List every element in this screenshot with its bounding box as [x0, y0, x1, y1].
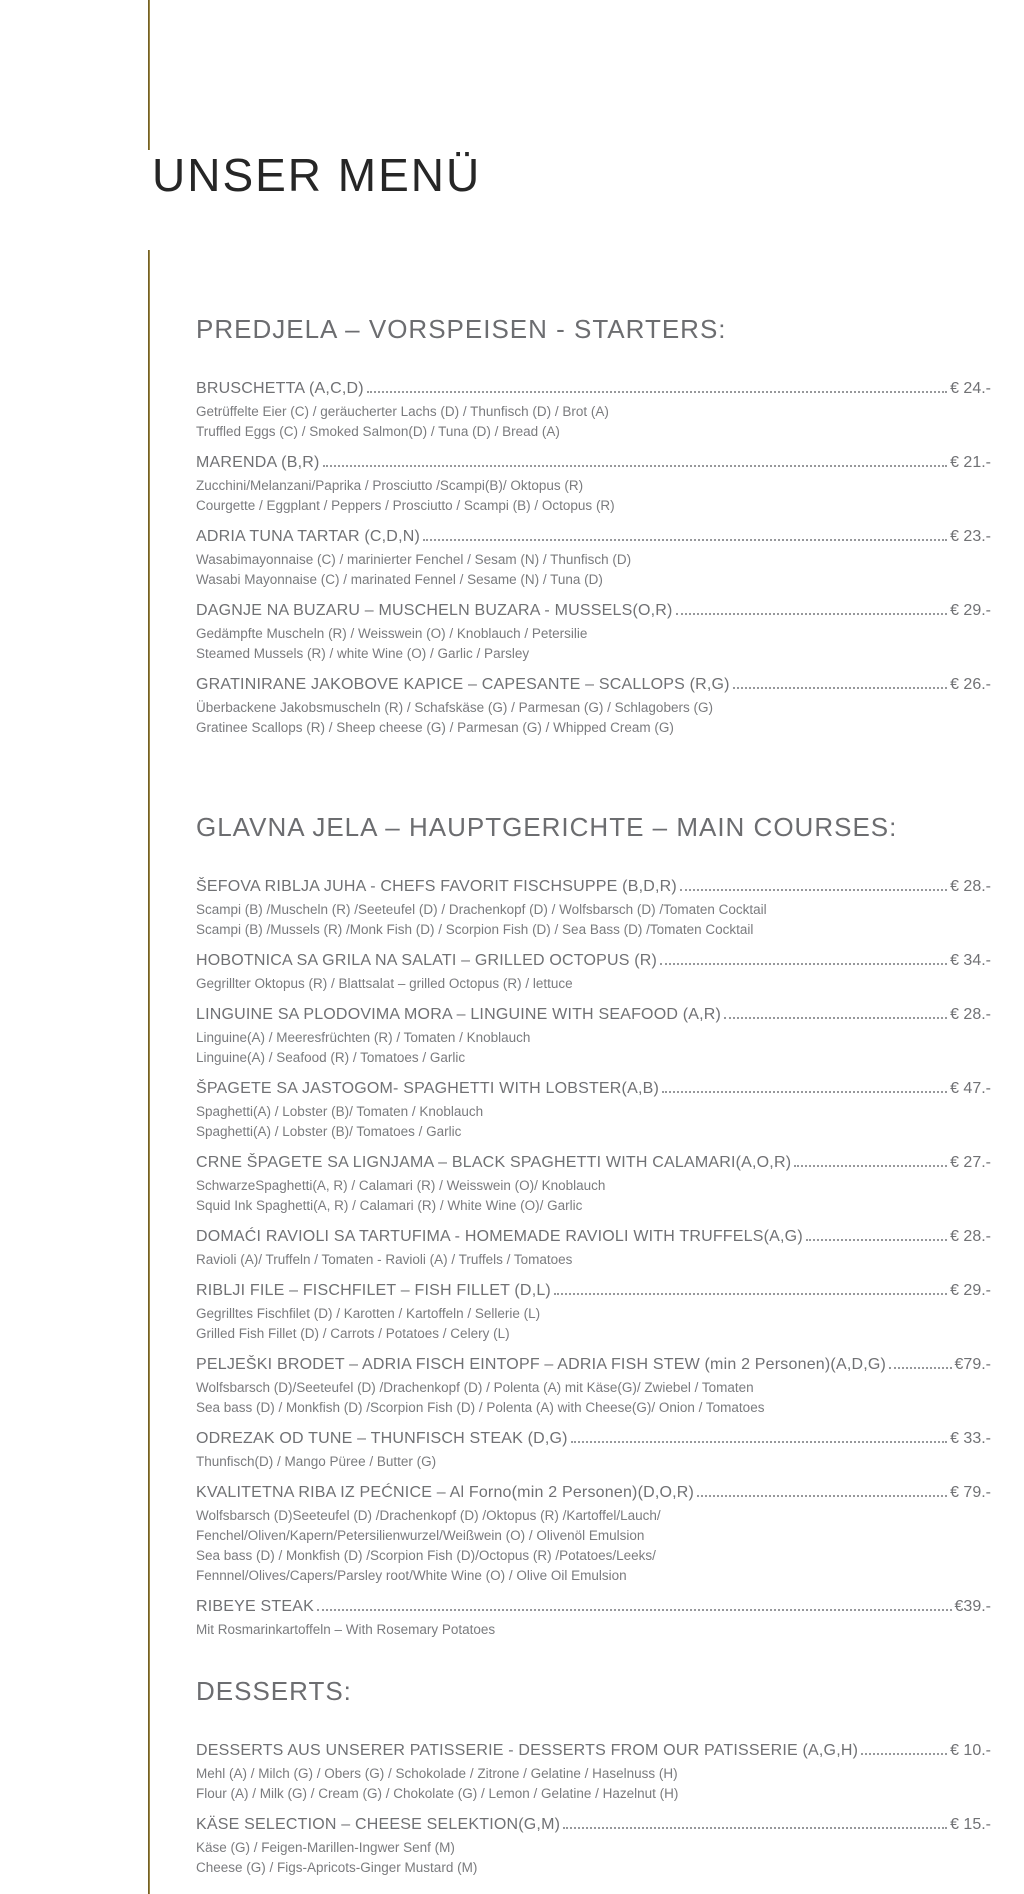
dot-leader	[733, 685, 947, 689]
item-name: LINGUINE SA PLODOVIMA MORA – LINGUINE WITH SEAFOOD (A,R)	[196, 1006, 722, 1023]
menu-section	[196, 1674, 991, 1878]
item-name: KÄSE SELECTION – CHEESE SELEKTION(G,M)	[196, 1816, 561, 1833]
menu-item	[196, 1594, 991, 1640]
dot-leader	[660, 961, 947, 965]
menu-section	[196, 810, 991, 1640]
item-title-row	[196, 1278, 991, 1304]
item-price: € 27.-	[950, 1154, 991, 1171]
item-title-row	[196, 1812, 991, 1838]
item-title-row	[196, 1480, 991, 1506]
left-rule-top	[148, 0, 150, 150]
item-price: € 28.-	[950, 878, 991, 895]
item-price: € 10.-	[950, 1742, 991, 1759]
item-description-line: Sea bass (D) / Monkfish (D) /Scorpion Fish (D)/Octopus (R) /Potatoes/Leeks/	[196, 1548, 656, 1563]
item-description-line: Spaghetti(A) / Lobster (B)/ Tomatoes / Garlic	[196, 1124, 462, 1139]
menu-item	[196, 1224, 991, 1270]
item-name: DAGNJE NA BUZARU – MUSCHELN BUZARA - MUSSELS(O,R)	[196, 602, 673, 619]
item-title-row	[196, 948, 991, 974]
menu-item	[196, 1352, 991, 1418]
item-title-row	[196, 598, 991, 624]
item-price: € 28.-	[950, 1228, 991, 1245]
item-title-row	[196, 1594, 991, 1620]
item-description-line: Squid Ink Spaghetti(A, R) / Calamari (R) / White Wine (O)/ Garlic	[196, 1198, 583, 1213]
item-price: €39.-	[954, 1598, 991, 1615]
menu-item	[196, 524, 991, 590]
item-name: MARENDA (B,R)	[196, 454, 320, 471]
menu-item	[196, 948, 991, 994]
item-price: € 29.-	[950, 602, 991, 619]
item-description-line: Überbackene Jakobsmuscheln (R) / Schafskäse (G) / Parmesan (G) / Schlagobers (G)	[196, 700, 713, 715]
item-price: € 23.-	[950, 528, 991, 545]
item-name: ODREZAK OD TUNE – THUNFISCH STEAK (D,G)	[196, 1430, 568, 1447]
item-description-line: Linguine(A) / Meeresfrüchten (R) / Tomaten / Knoblauch	[196, 1030, 531, 1045]
menu-item	[196, 672, 991, 738]
item-description-line: Spaghetti(A) / Lobster (B)/ Tomaten / Knoblauch	[196, 1104, 484, 1119]
item-description-line: Ravioli (A)/ Truffeln / Tomaten - Ravioli (A) / Truffels / Tomatoes	[196, 1252, 573, 1267]
dot-leader	[662, 1089, 947, 1093]
menu-item	[196, 1738, 991, 1804]
item-price: € 33.-	[950, 1430, 991, 1447]
dot-leader	[367, 389, 947, 393]
item-name: DOMAĆI RAVIOLI SA TARTUFIMA - HOMEMADE RAVIOLI WITH TRUFFELS(A,G)	[196, 1228, 803, 1245]
item-price: € 79.-	[950, 1484, 991, 1501]
menu-item	[196, 1426, 991, 1472]
item-name: ŠEFOVA RIBLJA JUHA - CHEFS FAVORIT FISCHSUPPE (B,D,R)	[196, 878, 677, 895]
item-price: €79.-	[954, 1356, 991, 1373]
menu-item	[196, 1002, 991, 1068]
left-rule	[148, 250, 150, 1894]
item-title-row	[196, 450, 991, 476]
item-description-line: Cheese (G) / Figs-Apricots-Ginger Mustard (M)	[196, 1860, 478, 1875]
item-description-line: Wolfsbarsch (D)Seeteufel (D) /Drachenkopf (D) /Oktopus (R) /Kartoffel/Lauch/	[196, 1508, 661, 1523]
item-description-line: Gratinee Scallops (R) / Sheep cheese (G) / Parmesan (G) / Whipped Cream (G)	[196, 720, 674, 735]
item-name: RIBEYE STEAK	[196, 1598, 314, 1615]
section-header: PREDJELA – VORSPEISEN - STARTERS:	[196, 314, 727, 344]
item-price: € 26.-	[950, 676, 991, 693]
dot-leader	[697, 1493, 947, 1497]
dot-leader	[794, 1163, 947, 1167]
dot-leader	[571, 1439, 947, 1443]
item-description-line: Wolfsbarsch (D)/Seeteufel (D) /Drachenkopf (D) / Polenta (A) mit Käse(G)/ Zwiebel / Tomaten	[196, 1380, 754, 1395]
item-description-line: Steamed Mussels (R) / white Wine (O) / Garlic / Parsley	[196, 646, 530, 661]
dot-leader	[676, 611, 948, 615]
item-description-line: Käse (G) / Feigen-Marillen-Ingwer Senf (M)	[196, 1840, 455, 1855]
dot-leader	[861, 1751, 947, 1755]
dot-leader	[724, 1015, 947, 1019]
menu-item	[196, 874, 991, 940]
item-name: KVALITETNA RIBA IZ PEĆNICE – Al Forno(min 2 Personen)(D,O,R)	[196, 1484, 695, 1501]
menu-item	[196, 1812, 991, 1878]
item-description-line: Scampi (B) /Muscheln (R) /Seeteufel (D) / Drachenkopf (D) / Wolfsbarsch (D) /Tomaten Cocktail	[196, 902, 767, 917]
menu-item	[196, 1150, 991, 1216]
item-description-line: Gedämpfte Muscheln (R) / Weisswein (O) / Knoblauch / Petersilie	[196, 626, 588, 641]
item-name: PELJEŠKI BRODET – ADRIA FISCH EINTOPF – ADRIA FISH STEW (min 2 Personen)(A,D,G)	[196, 1356, 887, 1373]
item-description-line: Courgette / Eggplant / Peppers / Prosciutto / Scampi (B) / Octopus (R)	[196, 498, 615, 513]
item-description-line: Sea bass (D) / Monkfish (D) /Scorpion Fish (D) / Polenta (A) with Cheese(G)/ Onion / Tomatoes	[196, 1400, 765, 1415]
item-price: € 34.-	[950, 952, 991, 969]
menu-title: UNSER MENÜ	[152, 149, 482, 201]
dot-leader	[563, 1825, 947, 1829]
item-title-row	[196, 874, 991, 900]
item-price: € 47.-	[950, 1080, 991, 1097]
item-name: BRUSCHETTA (A,C,D)	[196, 380, 364, 397]
menu-item	[196, 1480, 991, 1586]
item-title-row	[196, 1738, 991, 1764]
dot-leader	[806, 1237, 947, 1241]
menu-content	[196, 312, 991, 1886]
menu-item	[196, 1278, 991, 1344]
item-price: € 29.-	[950, 1282, 991, 1299]
item-description-line: Zucchini/Melanzani/Paprika / Prosciutto /Scampi(B)/ Oktopus (R)	[196, 478, 584, 493]
item-description-line: Gegrillter Oktopus (R) / Blattsalat – grilled Octopus (R) / lettuce	[196, 976, 573, 991]
item-name: GRATINIRANE JAKOBOVE KAPICE – CAPESANTE – SCALLOPS (R,G)	[196, 676, 730, 693]
item-description-line: Truffled Eggs (C) / Smoked Salmon(D) / Tuna (D) / Bread (A)	[196, 424, 560, 439]
dot-leader	[554, 1291, 947, 1295]
menu-item	[196, 450, 991, 516]
item-title-row	[196, 1002, 991, 1028]
item-description-line: Fenchel/Oliven/Kapern/Petersilienwurzel/Weißwein (O) / Olivenöl Emulsion	[196, 1528, 645, 1543]
item-price: € 24.-	[950, 380, 991, 397]
item-name: ADRIA TUNA TARTAR (C,D,N)	[196, 528, 420, 545]
item-description-line: Getrüffelte Eier (C) / geräucherter Lachs (D) / Thunfisch (D) / Brot (A)	[196, 404, 609, 419]
item-name: ŠPAGETE SA JASTOGOM- SPAGHETTI WITH LOBSTER(A,B)	[196, 1080, 659, 1097]
item-name: RIBLJI FILE – FISCHFILET – FISH FILLET (D,L)	[196, 1282, 551, 1299]
item-description-line: Mit Rosmarinkartoffeln – With Rosemary Potatoes	[196, 1622, 496, 1637]
item-name: HOBOTNICA SA GRILA NA SALATI – GRILLED OCTOPUS (R)	[196, 952, 658, 969]
item-description-line: Linguine(A) / Seafood (R) / Tomatoes / Garlic	[196, 1050, 466, 1065]
item-title-row	[196, 1352, 991, 1378]
item-description-line: Wasabi Mayonnaise (C) / marinated Fennel / Sesame (N) / Tuna (D)	[196, 572, 603, 587]
item-title-row	[196, 672, 991, 698]
item-price: € 15.-	[950, 1816, 991, 1833]
item-name: DESSERTS AUS UNSERER PATISSERIE - DESSERTS FROM OUR PATISSERIE (A,G,H)	[196, 1742, 859, 1759]
dot-leader	[680, 887, 947, 891]
item-description-line: SchwarzeSpaghetti(A, R) / Calamari (R) / Weisswein (O)/ Knoblauch	[196, 1178, 606, 1193]
dot-leader	[423, 537, 947, 541]
item-title-row	[196, 1076, 991, 1102]
menu-item	[196, 1076, 991, 1142]
dot-leader	[317, 1607, 952, 1611]
section-header: GLAVNA JELA – HAUPTGERICHTE – MAIN COURSES:	[196, 812, 898, 842]
section-header: DESSERTS:	[196, 1676, 352, 1706]
item-title-row	[196, 1150, 991, 1176]
item-price: € 21.-	[950, 454, 991, 471]
item-description-line: Gegrilltes Fischfilet (D) / Karotten / Kartoffeln / Sellerie (L)	[196, 1306, 541, 1321]
menu-section	[196, 312, 991, 738]
dot-leader	[323, 463, 948, 467]
item-name: CRNE ŠPAGETE SA LIGNJAMA – BLACK SPAGHETTI WITH CALAMARI(A,O,R)	[196, 1154, 792, 1171]
item-title-row	[196, 1426, 991, 1452]
item-price: € 28.-	[950, 1006, 991, 1023]
item-description-line: Flour (A) / Milk (G) / Cream (G) / Chokolate (G) / Lemon / Gelatine / Hazelnut (H)	[196, 1786, 679, 1801]
item-description-line: Grilled Fish Fillet (D) / Carrots / Potatoes / Celery (L)	[196, 1326, 510, 1341]
item-title-row	[196, 524, 991, 550]
menu-item	[196, 376, 991, 442]
item-description-line: Mehl (A) / Milch (G) / Obers (G) / Schokolade / Zitrone / Gelatine / Haselnuss (H)	[196, 1766, 678, 1781]
menu-item	[196, 598, 991, 664]
item-title-row	[196, 376, 991, 402]
dot-leader	[889, 1365, 951, 1369]
item-title-row	[196, 1224, 991, 1250]
item-description-line: Wasabimayonnaise (C) / marinierter Fenchel / Sesam (N) / Thunfisch (D)	[196, 552, 632, 567]
item-description-line: Thunfisch(D) / Mango Püree / Butter (G)	[196, 1454, 437, 1469]
item-description-line: Fennnel/Olives/Capers/Parsley root/White Wine (O) / Olive Oil Emulsion	[196, 1568, 627, 1583]
item-description-line: Scampi (B) /Mussels (R) /Monk Fish (D) / Scorpion Fish (D) / Sea Bass (D) /Tomaten Cocktail	[196, 922, 754, 937]
